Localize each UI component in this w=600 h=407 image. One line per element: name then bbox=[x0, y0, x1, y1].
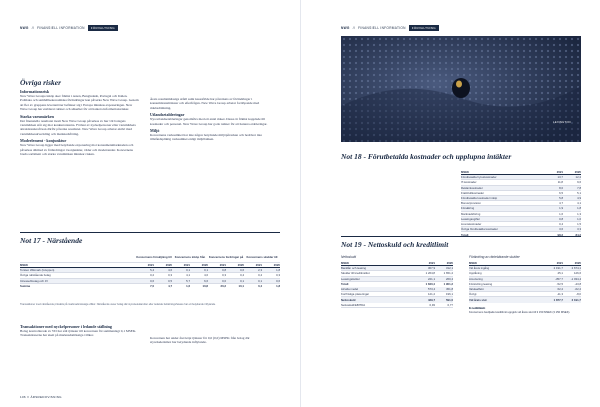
note18-title-wrap bbox=[341, 152, 581, 163]
table-cell: 2,3 bbox=[258, 268, 262, 273]
table-cell: 10,8 bbox=[202, 284, 208, 289]
table-header-cell: 2021 bbox=[219, 263, 226, 268]
table-row bbox=[341, 303, 453, 308]
table-cell: 3,6 bbox=[559, 227, 563, 232]
fabric-photo-image bbox=[341, 36, 581, 142]
row-label: Bonus/provision bbox=[461, 201, 481, 206]
table-cell: 0,3 bbox=[222, 273, 226, 278]
group-label: Koncernens fordringar på bbox=[208, 254, 244, 259]
table-cell: 10,1 bbox=[238, 284, 244, 289]
group-label: Koncernens försäljning till bbox=[136, 254, 172, 259]
table-cell: 196,1 bbox=[446, 292, 453, 297]
section-title: Övriga risker bbox=[20, 78, 62, 87]
table-header-cell: 2020 bbox=[165, 263, 172, 268]
divider bbox=[20, 232, 280, 233]
table-cell: 0,8 bbox=[559, 216, 563, 221]
left-column bbox=[20, 78, 140, 156]
table-cell: 9,6 bbox=[577, 180, 581, 185]
header-tag: FÖRVALTNING bbox=[88, 25, 118, 31]
table-header-cell: 2021 bbox=[556, 170, 563, 175]
table-cell: 3,3 bbox=[577, 227, 581, 232]
note18-title: Not 18 - Förutbetalda kostnader och upplupna intäkter bbox=[341, 152, 512, 161]
table-cell: 13,7 bbox=[557, 175, 563, 180]
row-label: Frakt/tullkostnader bbox=[461, 190, 485, 195]
table-cell: 1 901,3 bbox=[443, 282, 453, 287]
table-cell: 4,6 bbox=[168, 268, 172, 273]
table-cell: 7,8 bbox=[577, 185, 581, 190]
row-label: Övriga närstående bolag bbox=[20, 273, 51, 278]
table-row bbox=[461, 232, 581, 237]
row-label: Förändring leasing bbox=[469, 281, 493, 286]
header-separator: // bbox=[31, 26, 35, 30]
trans-column bbox=[20, 322, 140, 338]
table-cell: 0,93 bbox=[429, 302, 435, 307]
header-section: FINANSIELL INFORMATION bbox=[37, 26, 85, 30]
table-cell: -1 034,4 bbox=[570, 276, 581, 281]
note19-title: Not 19 - Nettoskuld och kreditlimit bbox=[341, 240, 449, 249]
table-cell: 2 191,7 bbox=[571, 297, 581, 302]
row-label: Övriga förutbetalda kostnader bbox=[461, 227, 498, 232]
table-header-cell: 2021 bbox=[255, 263, 262, 268]
table-cell: 5,4 bbox=[150, 268, 154, 273]
table-header-cell: MSEK bbox=[341, 261, 350, 266]
table-cell: 451,8 bbox=[446, 287, 453, 292]
table-cell: 5,7 bbox=[186, 278, 190, 283]
table-cell: 1,3 bbox=[577, 211, 581, 216]
table-cell: 5,8 bbox=[559, 196, 563, 201]
table-cell: 0,4 bbox=[258, 273, 262, 278]
table-cell: 1,0 bbox=[577, 216, 581, 221]
table-cell: -62,2 bbox=[574, 287, 581, 292]
table-cell: 0,4 bbox=[240, 273, 244, 278]
right-page bbox=[300, 0, 600, 407]
note17-table bbox=[20, 251, 280, 289]
subheading: Transaktioner med nyckelpersoner i ledande ställning bbox=[20, 324, 112, 329]
table-subtitle: Förändring av räntebärande skulder bbox=[469, 255, 520, 259]
table-cell: 1,8 bbox=[577, 206, 581, 211]
row-label: Licenskostnader bbox=[461, 221, 482, 226]
table-cell: 591,0 bbox=[446, 297, 453, 302]
row-label: IT-kostnader bbox=[461, 180, 477, 185]
table-header-cell: MSEK bbox=[20, 263, 29, 268]
row-label: Förutbetalda kostnader inköp bbox=[461, 196, 498, 201]
table-header-cell: 2021 bbox=[183, 263, 190, 268]
row-label: Vid årets slut bbox=[469, 297, 487, 302]
table-row bbox=[20, 284, 280, 289]
table-cell: 0,77 bbox=[447, 302, 453, 307]
table-cell: 1,8 bbox=[276, 268, 280, 273]
table-cell: 5,1 bbox=[577, 190, 581, 195]
row-label: Leasingavgifter bbox=[461, 216, 480, 221]
page-header bbox=[20, 25, 118, 31]
header-separator: // bbox=[352, 26, 356, 30]
table-cell: 1,9 bbox=[559, 206, 563, 211]
table-cell: 0,1 bbox=[240, 278, 244, 283]
table-cell: 429,7 bbox=[428, 297, 435, 302]
table-header-cell: MSEK bbox=[461, 170, 470, 175]
table-cell: 84,3 bbox=[575, 232, 581, 237]
paragraph: New Wave Groups inköp sker främst i Asien, Bangladesh, Portugal och Italien. Politiska och samhällsekonomiska förändringar kan påverka New Wave Group. Genom att fler av gruppens leverantörer befinner sig i Europa minskas exponeringen. New Wave Group har etablerat rutiner och säkerhet för att hantera informationsrisker. bbox=[20, 94, 139, 112]
note19-title-wrap bbox=[341, 240, 581, 251]
table-cell: 12,4 bbox=[575, 175, 581, 180]
header-tag: FÖRVALTNING bbox=[409, 25, 439, 31]
row-label: Valutaeffekt bbox=[469, 287, 484, 292]
row-label: Nettoskuld/EBITDA bbox=[341, 302, 366, 307]
table-cell: 126,6 bbox=[574, 271, 581, 276]
row-label: Reklamkostnader bbox=[461, 185, 483, 190]
table-cell: 0,1 bbox=[204, 268, 208, 273]
table-cell: -11,3 bbox=[556, 292, 563, 297]
note17-title: Not 17 - Närstående bbox=[20, 236, 83, 245]
row-label: Likvida medel bbox=[341, 287, 359, 292]
table-cell: 0,0 bbox=[222, 278, 226, 283]
row-label: Försäkring bbox=[461, 206, 475, 211]
subheading: Informationsrisk bbox=[20, 89, 50, 94]
note19-table-a bbox=[341, 255, 453, 308]
table-header-cell: 2021 bbox=[428, 261, 435, 266]
table-cell: 2 674,1 bbox=[571, 266, 581, 271]
right-column bbox=[150, 97, 270, 142]
table-header-cell: 2020 bbox=[237, 263, 244, 268]
table-cell: 1 651,4 bbox=[443, 271, 453, 276]
table-cell: 62,4 bbox=[557, 287, 563, 292]
table-cell: 1 840,4 bbox=[425, 282, 435, 287]
paragraph: New Wave Group ligger med betydande exponering mot konsumentmarknaden och påverkas därmed av förändringar i konjunktur, väder och modetrender. Koncernens breda sortiment och starka varumärken minskar risken. bbox=[20, 143, 134, 157]
group-label: Koncernens inköp från bbox=[174, 254, 206, 259]
table-cell: 573,4 bbox=[428, 287, 435, 292]
table-cell: 1,6 bbox=[186, 284, 190, 289]
table-cell: 0,3 bbox=[276, 273, 280, 278]
table-header-cell: 2020 bbox=[574, 261, 581, 266]
table-cell: 4,0 bbox=[204, 273, 208, 278]
table-cell: 6,6 bbox=[204, 278, 208, 283]
subheading: Utlandsetableringar bbox=[150, 112, 185, 118]
note19-table-b bbox=[469, 255, 581, 314]
table-row bbox=[469, 297, 581, 302]
row-label: Intresseföretag och JV bbox=[20, 278, 48, 283]
divider bbox=[341, 236, 581, 237]
row-label: Förutbetalda hyreskostnader bbox=[461, 175, 497, 180]
table-cell: 0,4 bbox=[258, 284, 262, 289]
paragraph: Koncernens beviljade kreditlimit uppgick vid årets slut till 3 150 MSEK (3 150 MSEK). bbox=[469, 310, 571, 314]
table-cell: 1 264,8 bbox=[425, 271, 435, 276]
table-cell: 4,7 bbox=[559, 201, 563, 206]
table-cell: 1,5 bbox=[577, 221, 581, 226]
table-header-cell: MSEK bbox=[469, 261, 478, 266]
table-cell: 7,0 bbox=[150, 284, 154, 289]
table-cell: 11,8 bbox=[557, 180, 563, 185]
table-cell: 1 877,7 bbox=[553, 297, 563, 302]
table-cell: 221,1 bbox=[428, 276, 435, 281]
table-cell: 4,9 bbox=[577, 196, 581, 201]
trans-column-2 bbox=[150, 336, 270, 345]
table-cell: -43,8 bbox=[574, 281, 581, 286]
page-header bbox=[341, 25, 439, 31]
page-footer: 106 // ÅRSREDOVISNING bbox=[20, 395, 62, 399]
row-label: Övrigt bbox=[469, 292, 477, 297]
row-label: Marknadsföring bbox=[461, 211, 481, 216]
row-label: Torsten Wikmark (Gruppen) bbox=[20, 268, 55, 273]
product-photo bbox=[341, 36, 581, 142]
table-cell: 4,1 bbox=[577, 201, 581, 206]
paragraph: Koncernen har under året köpt tjänster för 0,0 (0,0) MSEK från bolag där styrelseledamot har betydande inflytande. bbox=[150, 336, 250, 345]
paragraph: Nya utlandsetableringar genomförs med ett antal risker. Dessa är främst kopplade till kostnader och personal. New Wave Group har goda rutiner för att hantera etableringar. bbox=[150, 117, 268, 126]
header-company: NWG bbox=[341, 26, 350, 30]
table-header-cell: 2020 bbox=[574, 170, 581, 175]
table-cell: 0,1 bbox=[186, 268, 190, 273]
table-cell: 260,4 bbox=[446, 276, 453, 281]
table-cell: 8,0 bbox=[559, 185, 563, 190]
header-company: NWG bbox=[20, 26, 29, 30]
subheading: Modeelement - konjunktur bbox=[20, 138, 67, 144]
table-cell: 0,8 bbox=[222, 268, 226, 273]
table-cell: 0,6 bbox=[150, 278, 154, 283]
table-cell: 0,3 bbox=[168, 273, 172, 278]
table-cell: 121,2 bbox=[428, 292, 435, 297]
note17-footnote: Transaktioner med närstående prissätts på marknadsmässiga villkor. Närstående avser bolag där styrelseledamöter eller ledande befattningshavare har ett betydande inflytande. bbox=[20, 303, 216, 306]
table-cell: 4,7 bbox=[168, 284, 172, 289]
table-cell: -357,7 bbox=[555, 276, 563, 281]
table-cell: 98,3 bbox=[557, 232, 563, 237]
paragraph: Bolag kontrollerade av VD har sålt tjänster till koncernen för sammanlagt 0,1 MSEK. Transaktionerna har skett på marknadsmässiga villkor. bbox=[20, 329, 137, 338]
row-label: Leasingskulder bbox=[341, 276, 360, 281]
row-label: Nettoskuld bbox=[341, 297, 356, 302]
note18-table bbox=[461, 170, 581, 237]
row-label: Amortering bbox=[469, 276, 483, 281]
table-cell: 20,3 bbox=[220, 284, 226, 289]
row-label: Upplåning bbox=[469, 271, 482, 276]
table-group-header bbox=[20, 251, 280, 263]
row-label: Totalt bbox=[461, 232, 469, 237]
paragraph: Det finansiella resultatet inom New Wave Group påverkas av hur väl bolagets varumärken står sig mot konkurrenterna. Förlust av nyckelpersoner eller varumärkets attraktionskraft kan därför påverka resultatet. New Wave Group arbetar aktivt med varumärkesutveckling och marknadsföring. bbox=[20, 118, 136, 136]
table-cell: 2 191,7 bbox=[553, 266, 563, 271]
table-cell: 0,1 bbox=[258, 278, 262, 283]
row-label: Vid årets ingång bbox=[469, 266, 490, 271]
table-cell: 0,2 bbox=[150, 273, 154, 278]
table-header-cell: 2020 bbox=[273, 263, 280, 268]
table-cell: 307,9 bbox=[428, 266, 435, 271]
table-subtitle: Nettoskuld bbox=[341, 255, 357, 259]
row-label: Totalt bbox=[341, 282, 349, 287]
table-cell: 6,5 bbox=[559, 190, 563, 195]
table-cell: 0,6 bbox=[276, 278, 280, 283]
row-label: Banklån och leasing bbox=[341, 266, 367, 271]
table-cell: 4,1 bbox=[186, 273, 190, 278]
row-label: Skulder till kreditinstitut bbox=[341, 271, 370, 276]
paragraph: Koncernens verksamhet har inte någon betydande miljöpåverkan och bedriver inte tillståndspliktig verksamhet enligt miljöbalken. bbox=[150, 133, 262, 142]
group-label: Koncernens skulder till bbox=[246, 254, 278, 259]
table-header-cell: 2020 bbox=[201, 263, 208, 268]
subheading: Miljö bbox=[150, 128, 160, 134]
table-cell: 1,6 bbox=[559, 211, 563, 216]
note17-title-wrap bbox=[20, 236, 280, 247]
table-cell: -52,5 bbox=[556, 281, 563, 286]
header-section: FINANSIELL INFORMATION bbox=[358, 26, 406, 30]
subheading: Starka varumärken bbox=[20, 113, 54, 119]
table-header-cell: 2021 bbox=[147, 263, 154, 268]
row-label: Kortfristiga placeringar bbox=[341, 292, 369, 297]
subheading: Kreditlimit bbox=[469, 305, 486, 310]
table-cell: 0,5 bbox=[168, 278, 172, 283]
table-cell: 45,1 bbox=[557, 271, 563, 276]
table-header-cell: 2021 bbox=[556, 261, 563, 266]
table-cell: -8,0 bbox=[576, 292, 581, 297]
table-header-cell: 2020 bbox=[446, 261, 453, 266]
table-cell: 0,6 bbox=[240, 268, 244, 273]
table-cell: 1,8 bbox=[276, 284, 280, 289]
table-cell: 0,4 bbox=[559, 221, 563, 226]
brand-logo: LEXINGTON bbox=[553, 121, 571, 124]
paragraph: Årets resultatmässiga utfall samt kassaflöde har påverkats av förändringar i konsumtionsmönster och efterfrågan. New Wave Group arbetar fortlöpande med riskbedömning. bbox=[150, 97, 260, 110]
row-label: Summa bbox=[20, 284, 31, 289]
table-cell: 312,1 bbox=[446, 266, 453, 271]
